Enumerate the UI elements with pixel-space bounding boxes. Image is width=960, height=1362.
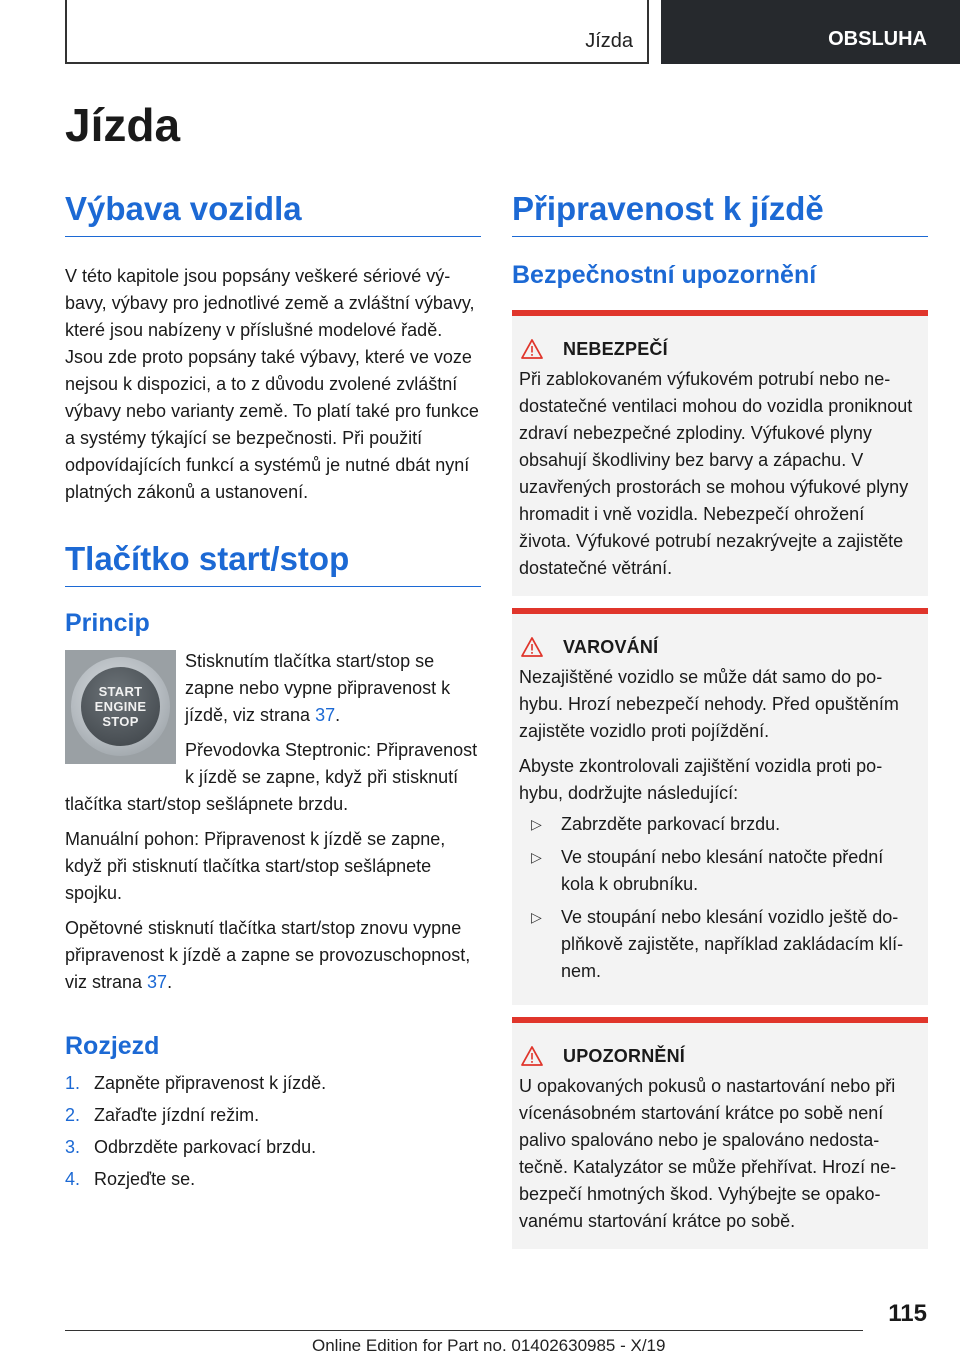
warning-triangle-icon (521, 636, 555, 658)
principle-p4-end: . (167, 972, 173, 992)
step-text: Odbrzděte parkovací brzdu. (94, 1137, 317, 1157)
triangle-bullet-icon: ▷ (531, 909, 542, 925)
chapter-title: Jízda (65, 99, 181, 151)
button-face (81, 667, 160, 746)
notice-label: UPOZORNĚNÍ (563, 1045, 686, 1066)
header-chapter-tab (661, 0, 960, 64)
header-section-title: Jízda (585, 30, 633, 52)
danger-label: NEBEZPEČÍ (563, 338, 668, 359)
step-text: Zapněte připravenost k jízdě. (94, 1073, 327, 1093)
danger-header (519, 338, 920, 360)
principle-section (65, 648, 481, 996)
button-text-stop: STOP (102, 714, 139, 729)
page-number: 115 (888, 1300, 927, 1327)
footer-divider (65, 1330, 863, 1331)
checklist-text: Zabrzděte parkovací brzdu. (561, 814, 781, 834)
safety-notes-heading: Bezpečnostní upozornění (512, 261, 817, 289)
notice-text: U opakovaných pokusů o nastartování nebo při vícenásobném startování krátce po sobě není palivo spalováno nebo je spalováno nedostatečně. Katalyzátor se může přehřívat. Hrozí nebezpečí hmotných škod. Vyhýbejte se opakovanému startování krátce po sobě. (519, 1076, 897, 1231)
equipment-text: V této kapitole jsou popsány veškeré sériové výbavy, výbavy pro jednotlivé země a zvláštní výbavy, které jsou nabízeny v příslušné modelové řadě. Jsou zde proto popsány také výbavy, které ve voze nejsou k dispozici, a to z důvodu zvolené zvláštní výbavy nebo varianty země. To platí také pro funkce a systémy týkající se bezpečnosti. Při použití odpovídajících funkcí a systémů je nutné dbát nyní platných zákonů a ustanovení. (65, 266, 479, 502)
step-text: Rozjeďte se. (94, 1169, 196, 1189)
triangle-bullet-icon: ▷ (531, 816, 542, 832)
warning-triangle-icon (521, 1045, 555, 1067)
checklist-text: Ve stoupání nebo klesání natočte přední kola k obrubníku. (561, 847, 884, 894)
footer-edition: Online Edition for Part no. 01402630985 - X/19 (312, 1336, 666, 1355)
principle-p1-text: Stisknutím tlačítka start/stop se zapne nebo vypne připravenost k jízdě, viz strana (185, 651, 451, 725)
list-item (519, 904, 920, 985)
principle-p4-text: Opětovné stisknutí tlačítka start/stop znovu vypne připravenost k jízdě a zapne se provozuschopnost, viz strana (65, 918, 471, 992)
list-item (519, 811, 920, 838)
start-stop-button-image (65, 650, 176, 764)
equipment-heading: Výbava vozidla (65, 190, 481, 237)
warning-triangle-icon (521, 338, 555, 360)
button-text-start: START (98, 684, 143, 699)
principle-paragraph-4 (65, 915, 481, 996)
checklist-text: Ve stoupání nebo klesání vozidlo ještě doplňkově zajistěte, například zakládacím klínem. (561, 907, 904, 981)
triangle-bullet-icon: ▷ (531, 849, 542, 865)
principle-heading: Princip (65, 609, 150, 637)
left-column (65, 190, 481, 1195)
drive-off-heading: Rozjezd (65, 1032, 160, 1060)
warning-label: VAROVÁNÍ (563, 636, 659, 657)
warning-box (512, 608, 928, 1005)
principle-paragraph-3: Manuální pohon: Připravenost k jízdě se zapne, když při stisknutí tlačítka start/stop sešlápnete spojku. (65, 829, 446, 903)
danger-box (512, 310, 928, 596)
page-link-37[interactable]: 37 (315, 705, 336, 725)
button-text-engine: ENGINE (94, 699, 147, 714)
step-number: 4. (65, 1169, 81, 1189)
list-item (65, 1131, 481, 1163)
right-column (512, 190, 928, 1249)
step-number: 2. (65, 1105, 81, 1125)
principle-p1-end: . (335, 705, 341, 725)
step-number: 3. (65, 1137, 81, 1157)
step-text: Zařaďte jízdní režim. (94, 1105, 260, 1125)
warning-text-1: Nezajištěné vozidlo se může dát samo do pohybu. Hrozí nebezpečí nehody. Před opuštěním zajistěte vozidlo proti pojíždění. (519, 667, 899, 741)
warning-text-2: Abyste zkontrolovali zajištění vozidla proti pohybu, dodržujte následující: (519, 756, 883, 803)
notice-header (519, 1045, 920, 1067)
warning-checklist (519, 811, 920, 985)
readiness-heading: Připravenost k jízdě (512, 190, 928, 237)
list-item (65, 1067, 481, 1099)
list-item (65, 1099, 481, 1131)
principle-paragraph-2: Převodovka Steptronic: Připravenost k jízdě se zapne, když při stisknutí tlačítka start/stop sešlápnete brzdu. (65, 740, 478, 814)
startstop-heading: Tlačítko start/stop (65, 540, 481, 587)
list-item (519, 844, 920, 898)
danger-text: Při zablokovaném výfukovém potrubí nebo nedostatečné ventilaci mohou do vozidla proniknout zdraví nebezpečné zplodiny. Výfukové plyny obsahují škodliviny bez barvy a zápachu. V uzavřených prostorách se mohou výfukové plyny hromadit i vně vozidla. Nebezpečí ohrožení života. Výfukové potrubí nezakrývejte a zajistěte dostatečné větrání. (519, 369, 913, 578)
warning-header (519, 636, 920, 658)
step-number: 1. (65, 1073, 81, 1093)
notice-box (512, 1017, 928, 1249)
drive-off-steps (65, 1067, 481, 1195)
page-link-37-second[interactable]: 37 (147, 972, 168, 992)
header-frame (65, 0, 649, 64)
list-item (65, 1163, 481, 1195)
header-tab-label: OBSLUHA (828, 28, 927, 50)
